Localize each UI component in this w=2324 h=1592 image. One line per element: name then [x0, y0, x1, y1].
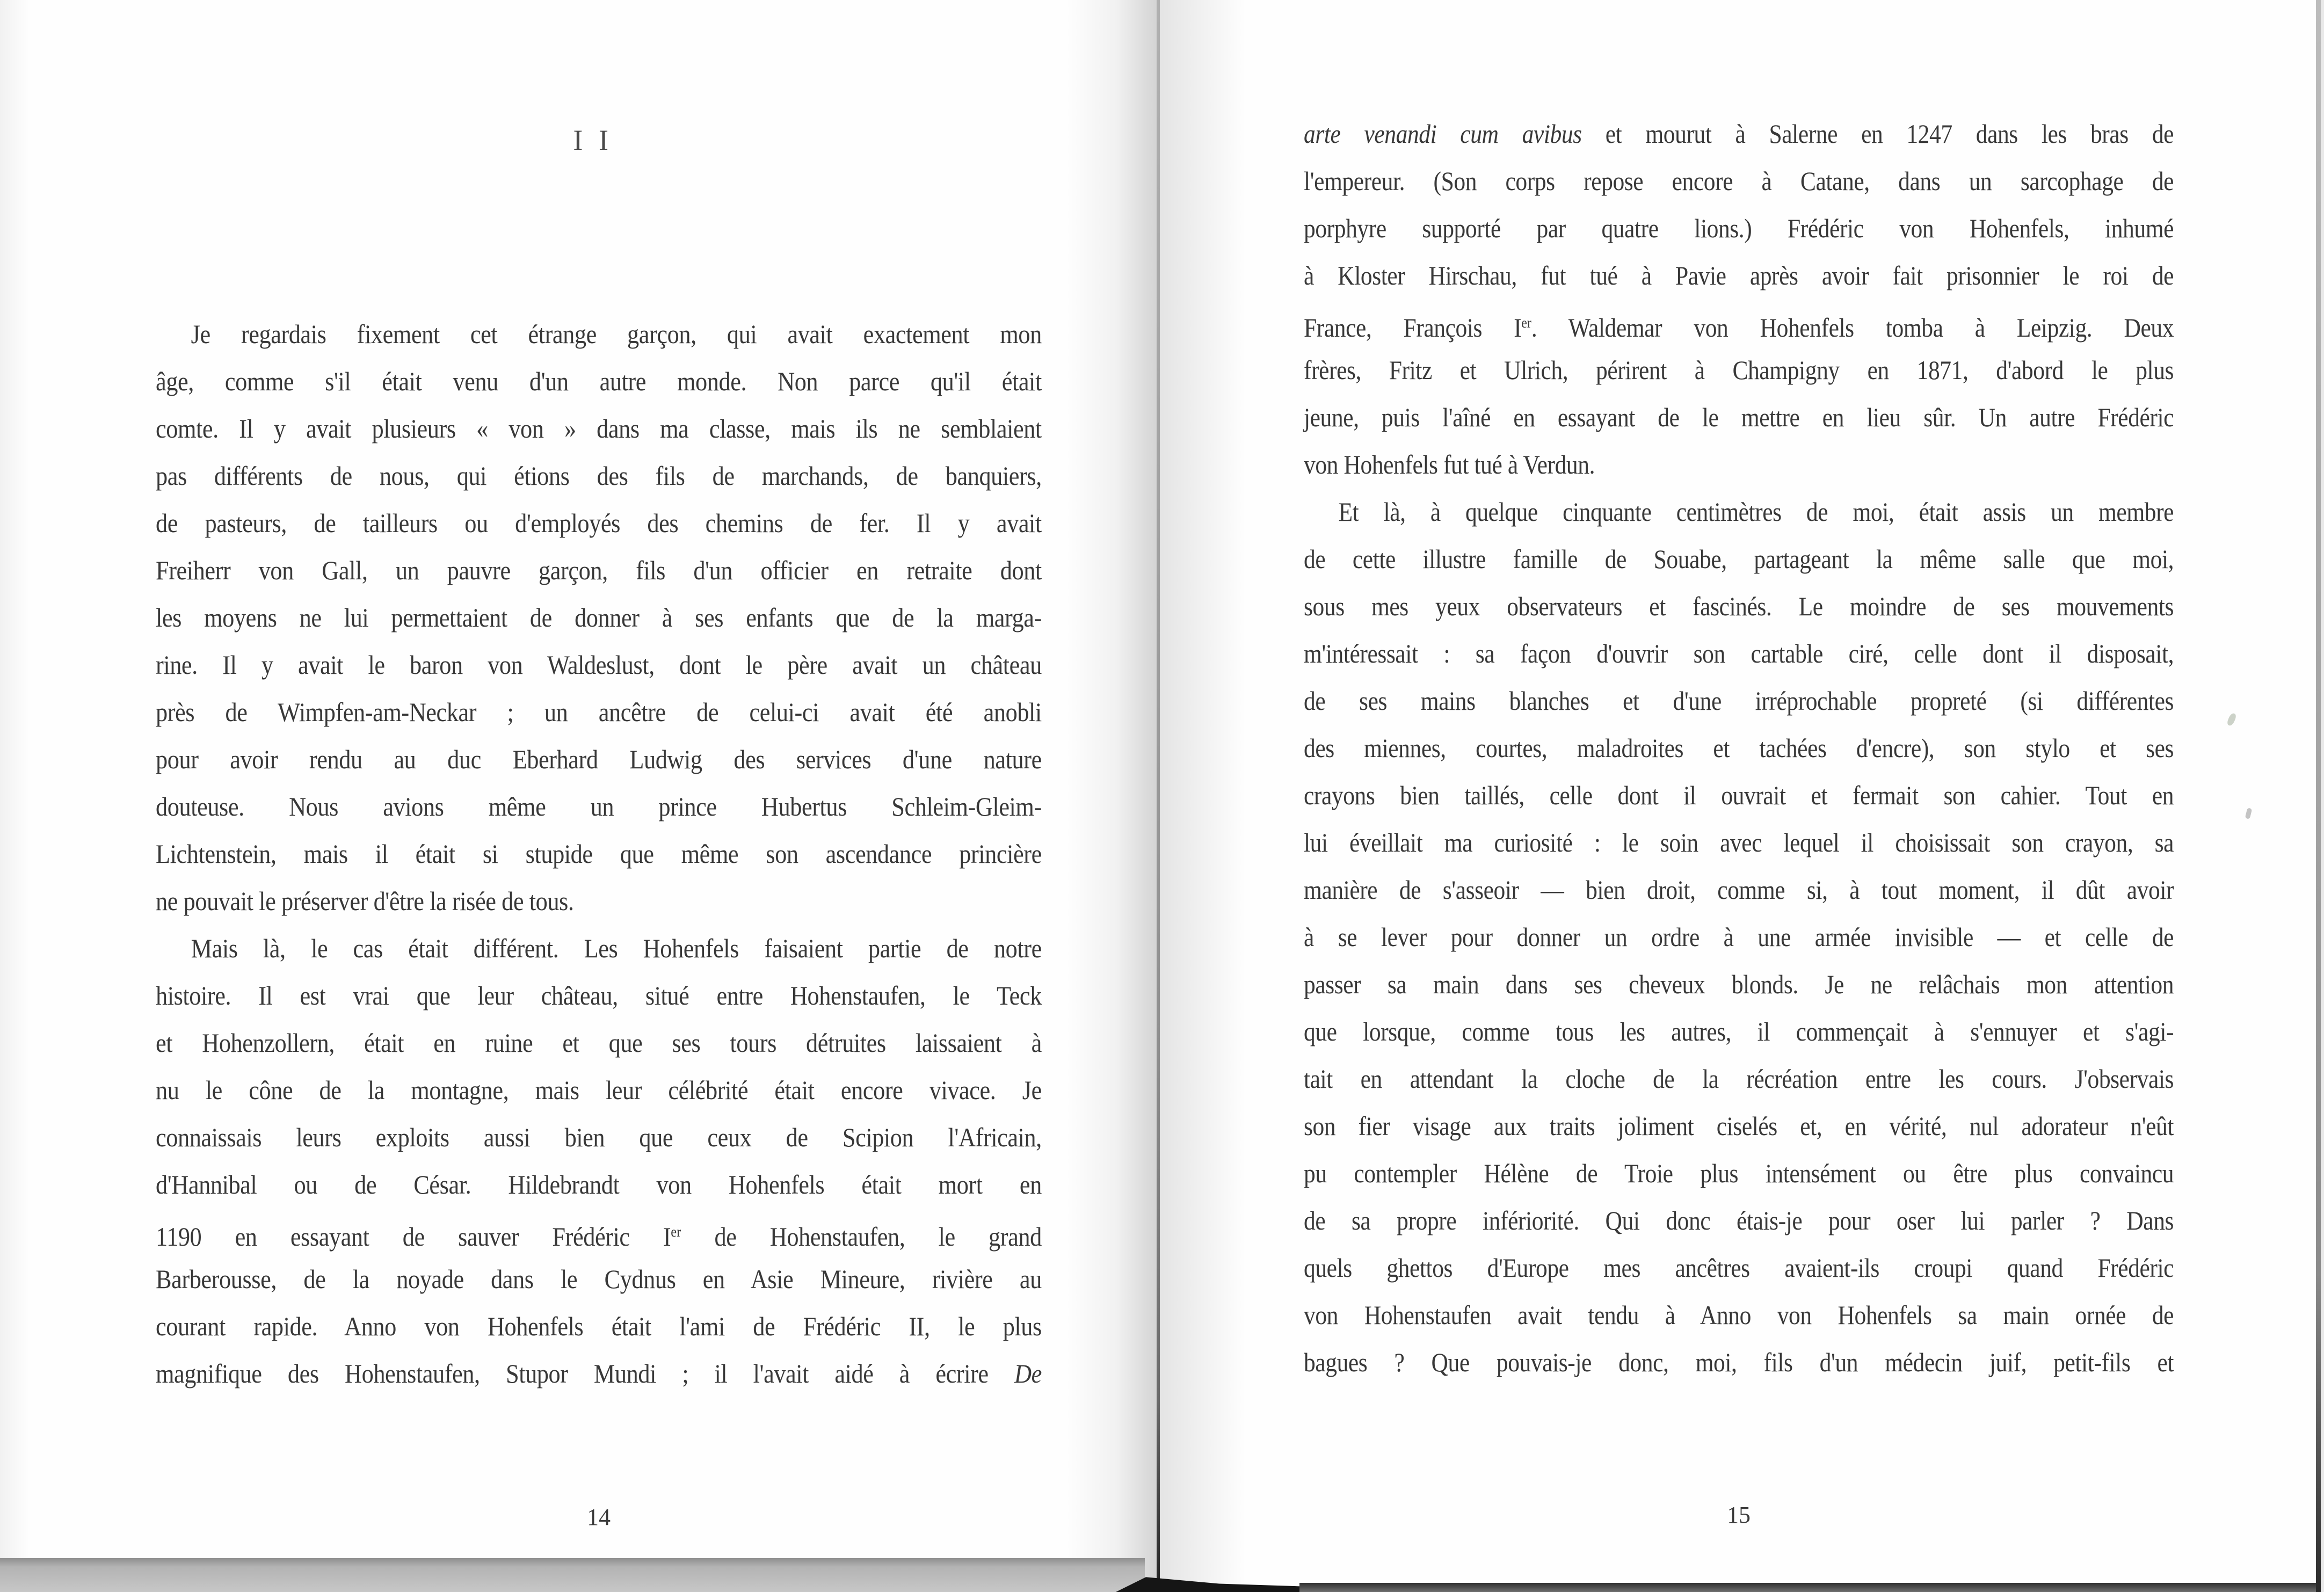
text-line: de ses mains blanches et d'une irréprochable propreté (si différentes: [1304, 686, 2174, 716]
text-line: Freiherr von Gall, un pauvre garçon, fils d'un officier en retraite dont: [156, 555, 1042, 585]
text-line: bagues ? Que pouvais-je donc, moi, fils d'un médecin juif, petit-fils et: [1304, 1347, 2174, 1377]
text-line: d'Hannibal ou de César. Hildebrandt von Hohenfels était mort en: [156, 1169, 1042, 1200]
text-line: von Hohenstaufen avait tendu à Anno von Hohenfels sa main ornée de: [1304, 1300, 2174, 1330]
text-line: tait en attendant la cloche de la récréation entre les cours. J'observais: [1304, 1064, 2174, 1094]
text-line: France, François Ier. Waldemar von Hohenfels tomba à Leipzig. Deux: [1304, 312, 2174, 343]
text-line: comte. Il y avait plusieurs « von » dans ma classe, mais ils ne semblaient: [156, 413, 1042, 444]
text-line: manière de s'asseoir — bien droit, comme si, à tout moment, il dût avoir: [1304, 875, 2174, 905]
text-line: magnifique des Hohenstaufen, Stupor Mundi ; il l'avait aidé à écrire De: [156, 1358, 1042, 1389]
text-line: Mais là, le cas était différent. Les Hohenfels faisaient partie de notre: [191, 933, 1042, 963]
text-line: son fier visage aux traits joliment ciselés et, en vérité, nul adorateur n'eût: [1304, 1111, 2174, 1141]
left-page-edge-shade: [0, 0, 30, 1592]
text-line: rine. Il y avait le baron von Waldeslust, dont le père avait un château: [156, 650, 1042, 680]
text-line: arte venandi cum avibus et mourut à Salerne en 1247 dans les bras de: [1304, 119, 2174, 149]
gutter-shadow-right: [1160, 0, 1246, 1592]
text-line: les moyens ne lui permettaient de donner à ses enfants que de la marga-: [156, 602, 1042, 633]
scan-right-edge: [2316, 0, 2321, 1592]
text-line: crayons bien taillés, celle dont il ouvrait et fermait son cahier. Tout en: [1304, 780, 2174, 810]
scan-bottom-edge-right: [1299, 1583, 2324, 1592]
text-line: m'intéressait : sa façon d'ouvrir son cartable ciré, celle dont il disposait,: [1304, 638, 2174, 668]
text-line: passer sa main dans ses cheveux blonds. Je ne relâchais mon attention: [1304, 969, 2174, 999]
scan-bottom-shadow-left: [0, 1558, 1145, 1592]
text-line: de cette illustre famille de Souabe, partageant la même salle que moi,: [1304, 544, 2174, 574]
scan-speck: [2226, 713, 2237, 727]
text-line: pas différents de nous, qui étions des fils de marchands, de banquiers,: [156, 461, 1042, 491]
text-line: âge, comme s'il était venu d'un autre monde. Non parce qu'il était: [156, 366, 1042, 396]
page-number-right: 15: [1727, 1502, 1751, 1528]
text-line: des miennes, courtes, maladroites et tachées d'encre), son stylo et ses: [1304, 733, 2174, 763]
text-line: l'empereur. (Son corps repose encore à Catane, dans un sarcophage de: [1304, 166, 2174, 196]
text-line: 1190 en essayant de sauver Frédéric Ier de Hohenstaufen, le grand: [156, 1222, 1042, 1252]
text-line: à se lever pour donner un ordre à une armée invisible — et celle de: [1304, 922, 2174, 952]
text-line: douteuse. Nous avions même un prince Hubertus Schleim-Gleim-: [156, 791, 1042, 822]
text-line: histoire. Il est vrai que leur château, situé entre Hohenstaufen, le Teck: [156, 980, 1042, 1011]
text-line: connaissais leurs exploits aussi bien que ceux de Scipion l'Africain,: [156, 1122, 1042, 1152]
text-line: près de Wimpfen-am-Neckar ; un ancêtre de celui-ci avait été anobli: [156, 697, 1042, 727]
text-line: que lorsque, comme tous les autres, il commençait à s'ennuyer et s'agi-: [1304, 1016, 2174, 1046]
text-line: frères, Fritz et Ulrich, périrent à Champigny en 1871, d'abord le plus: [1304, 355, 2174, 385]
right-page-text: [1304, 110, 2174, 1386]
text-line: ne pouvait le préserver d'être la risée de tous.: [156, 886, 574, 916]
text-line: courant rapide. Anno von Hohenfels était l'ami de Frédéric II, le plus: [156, 1311, 1042, 1341]
text-line: lui éveillait ma curiosité : le soin avec lequel il choisissait son crayon, sa: [1304, 827, 2174, 857]
scan-speck: [2245, 808, 2253, 819]
scan-right-margin: [2321, 0, 2324, 1592]
chapter-heading: II: [573, 124, 624, 156]
gutter-shadow-left: [1066, 0, 1157, 1592]
text-line: porphyre supporté par quatre lions.) Frédéric von Hohenfels, inhumé: [1304, 213, 2174, 243]
left-page-text: [156, 310, 1042, 1397]
text-line: Barberousse, de la noyade dans le Cydnus en Asie Mineure, rivière au: [156, 1264, 1042, 1294]
text-line: jeune, puis l'aîné en essayant de le mettre en lieu sûr. Un autre Frédéric: [1304, 402, 2174, 432]
text-line: de sa propre infériorité. Qui donc étais-je pour oser lui parler ? Dans: [1304, 1205, 2174, 1235]
text-line: Lichtenstein, mais il était si stupide que même son ascendance princière: [156, 839, 1042, 869]
text-line: nu le cône de la montagne, mais leur célébrité était encore vivace. Je: [156, 1075, 1042, 1105]
text-line: à Kloster Hirschau, fut tué à Pavie après avoir fait prisonnier le roi de: [1304, 260, 2174, 290]
text-line: quels ghettos d'Europe mes ancêtres avaient-ils croupi quand Frédéric: [1304, 1253, 2174, 1283]
page-number-left: 14: [587, 1504, 611, 1530]
text-line: sous mes yeux observateurs et fascinés. Le moindre de ses mouvements: [1304, 591, 2174, 621]
text-line: de pasteurs, de tailleurs ou d'employés des chemins de fer. Il y avait: [156, 508, 1042, 538]
text-line: Je regardais fixement cet étrange garçon, qui avait exactement mon: [191, 319, 1042, 349]
text-line: pu contempler Hélène de Troie plus intensément ou être plus convaincu: [1304, 1158, 2174, 1188]
text-line: von Hohenfels fut tué à Verdun.: [1304, 449, 1595, 479]
text-line: Et là, à quelque cinquante centimètres de moi, était assis un membre: [1338, 497, 2174, 527]
text-line: et Hohenzollern, était en ruine et que ses tours détruites laissaient à: [156, 1028, 1042, 1058]
text-line: pour avoir rendu au duc Eberhard Ludwig des services d'une nature: [156, 744, 1042, 774]
